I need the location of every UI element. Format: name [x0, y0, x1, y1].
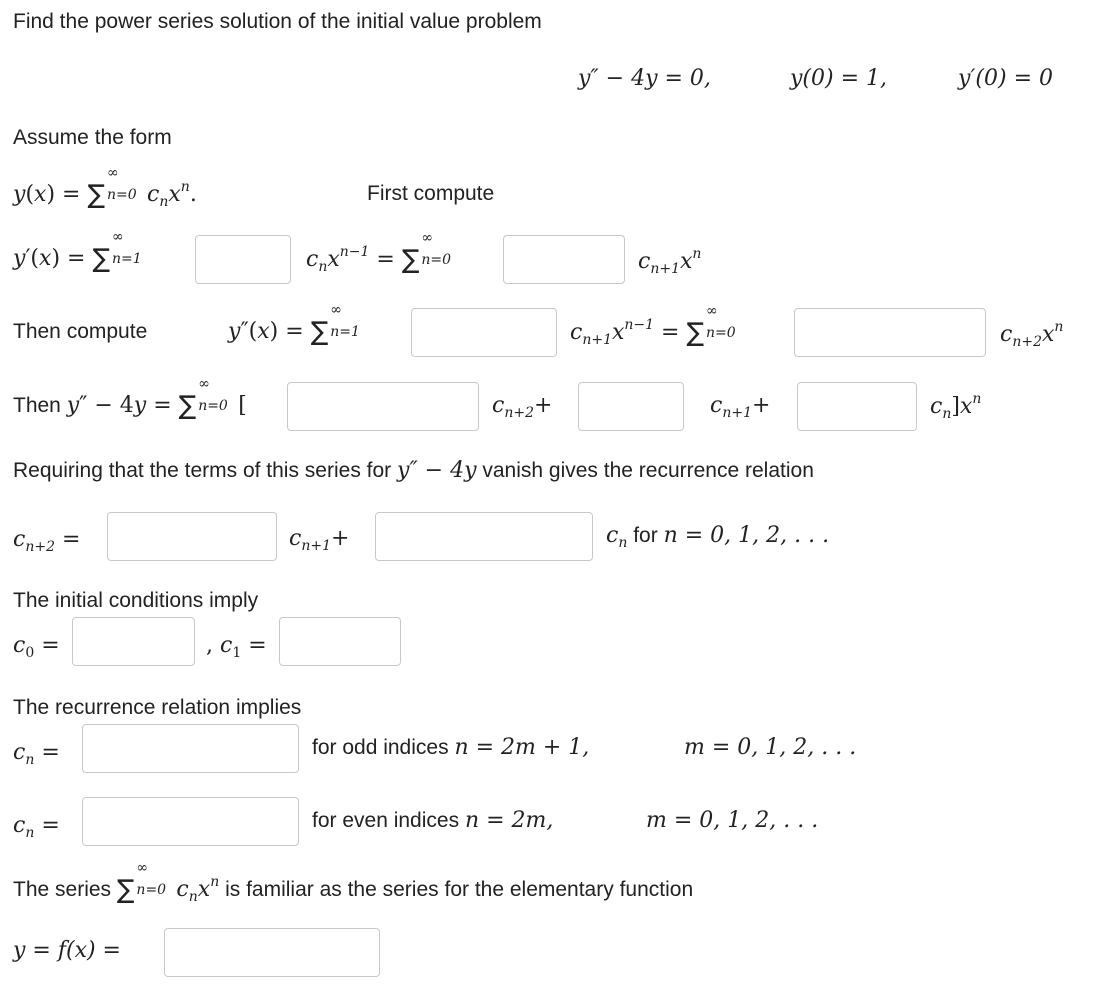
first-derivative-lhs: y′(x) = ∑ ∞ n=1 — [13, 229, 142, 274]
assume-form-label: Assume the form — [13, 126, 172, 149]
recurrence-coef-1[interactable] — [107, 512, 277, 561]
c1-label: , $c_1$ = — [206, 633, 267, 661]
first-compute-label: First compute — [367, 182, 495, 205]
combined-term-c: $c_n]x^n$ — [930, 391, 982, 422]
c1-input[interactable] — [279, 617, 401, 666]
initial-condition-dy0: y′(0) = 0 — [958, 66, 1054, 91]
problem-prompt: Find the power series solution of the initial value problem — [13, 10, 542, 33]
f-of-x-label: y = f(x) = — [13, 938, 121, 963]
second-derivative-coef-1[interactable] — [411, 308, 557, 357]
f-of-x-input[interactable] — [164, 928, 380, 977]
second-derivative-term-b: $c_{n+2}x^n$ — [1000, 319, 1064, 350]
recurrence-implies-label: The recurrence relation implies — [13, 696, 302, 719]
combined-coef-2[interactable] — [578, 382, 684, 431]
second-derivative-lhs: y″(x) = ∑ ∞ n=1 — [228, 302, 360, 347]
second-derivative-coef-2[interactable] — [794, 308, 986, 357]
combined-coef-1[interactable] — [287, 382, 479, 431]
recurrence-intro: Requiring that the terms of this series for y″ − 4y vanish gives the recurrence relation — [13, 458, 814, 483]
recurrence-lhs: $c_{n+2}$ = — [13, 527, 81, 555]
odd-cn-input[interactable] — [82, 724, 299, 773]
c0-input[interactable] — [72, 617, 195, 666]
then-compute-label: Then compute — [13, 320, 148, 343]
c0-label: $c_0$ = — [13, 633, 60, 661]
initial-conditions-label: The initial conditions imply — [13, 589, 259, 612]
recurrence-range: $c_n$ for n = 0, 1, 2, . . . — [606, 523, 830, 551]
even-cn-label: $c_n$ = — [13, 813, 60, 841]
combined-term-a: $c_{n+2}+$ — [492, 393, 553, 421]
combined-term-b: $c_{n+1}+$ — [710, 393, 771, 421]
combined-coef-3[interactable] — [797, 382, 917, 431]
second-derivative-term-a: $c_{n+1}x^{n-1}$ = ∑ ∞ n=0 — [570, 303, 736, 348]
odd-cn-label: $c_n$ = — [13, 740, 60, 768]
first-derivative-term-b: $c_{n+1}x^n$ — [638, 246, 702, 277]
recurrence-coef-2[interactable] — [375, 512, 593, 561]
first-derivative-coef-1[interactable] — [195, 235, 291, 284]
combined-series-lhs: Then y″ − 4y = ∑ ∞ n=0 [ — [13, 376, 247, 421]
differential-equation: y″ − 4y = 0, — [578, 66, 711, 91]
even-cn-input[interactable] — [82, 797, 299, 846]
series-familiar-text: The series ∑ ∞ n=0 $c_nx^n$ is familiar as the series for the elementary function — [13, 860, 694, 905]
even-indices-text: for even indices n = 2m, — [312, 808, 554, 833]
odd-indices-text: for odd indices n = 2m + 1, — [312, 735, 590, 760]
first-derivative-term-a: $c_nx^{n-1}$ = ∑ ∞ n=0 — [306, 230, 452, 275]
initial-condition-y0: y(0) = 1, — [790, 66, 888, 91]
odd-m-range: m = 0, 1, 2, . . . — [684, 735, 857, 760]
series-form: y(x) = ∑ ∞ n=0 $c_nx^n$. — [13, 165, 197, 210]
recurrence-term-a: $c_{n+1}+$ — [289, 526, 350, 554]
first-derivative-coef-2[interactable] — [503, 235, 625, 284]
even-m-range: m = 0, 1, 2, . . . — [646, 808, 819, 833]
